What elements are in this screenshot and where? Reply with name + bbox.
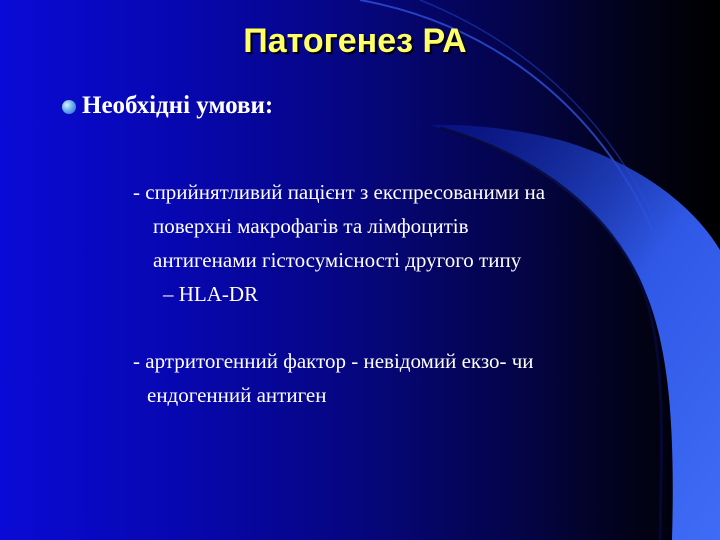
condition-1 — [133, 175, 545, 311]
slide-title-text: Патогенез РА — [243, 22, 467, 60]
condition-1-line-1: - сприйнятливий пацієнт з експресованими на — [133, 180, 546, 204]
bullet-icon — [62, 100, 76, 114]
condition-1-line-4: – HLA-DR — [163, 282, 259, 306]
bullet-item — [62, 92, 273, 120]
condition-1-line-2: поверхні макрофагів та лімфоцитів — [153, 214, 469, 238]
slide-title — [0, 22, 720, 61]
condition-2-line-2: ендогенний антиген — [147, 383, 327, 407]
condition-2 — [133, 344, 534, 412]
condition-2-line-1: - артритогенний фактор - невідомий екзо- чи — [133, 349, 534, 373]
bullet-label: Необхідні умови: — [82, 92, 274, 119]
condition-1-line-3: антигенами гістосумісності другого типу — [153, 248, 522, 272]
